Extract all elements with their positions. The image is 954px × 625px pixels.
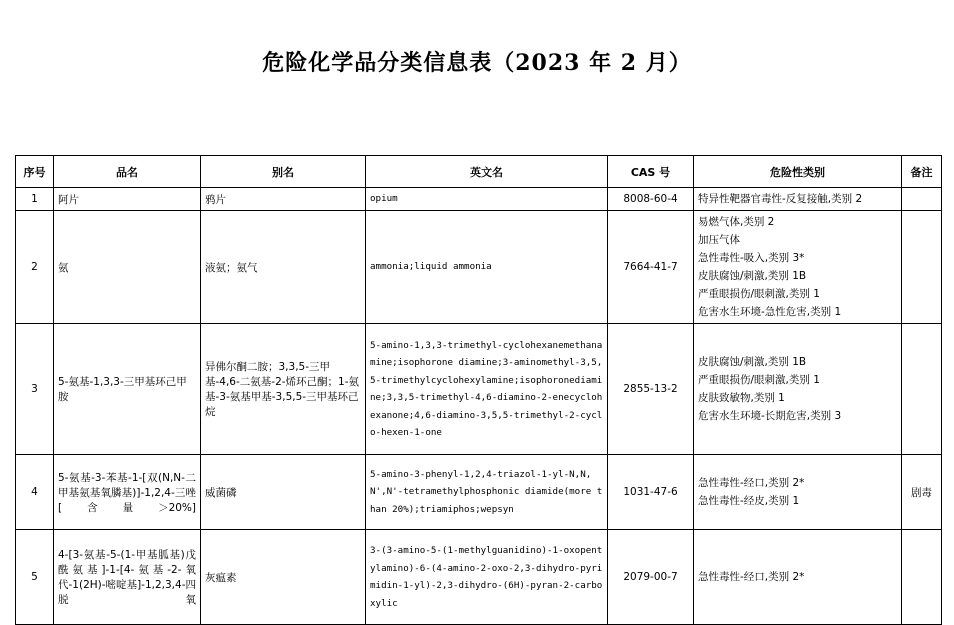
cell-cas: 2855-13-2	[608, 324, 694, 455]
table-row	[16, 530, 942, 625]
cell-note	[902, 324, 942, 455]
hazard-line: 急性毒性-吸入,类别 3*	[698, 252, 805, 264]
cell-name: 氨	[54, 211, 201, 324]
hazard-line: 特异性靶器官毒性-反复接触,类别 2	[698, 193, 863, 205]
cell-name: 阿片	[54, 188, 201, 211]
cell-alias: 灰瘟素	[201, 530, 366, 625]
header-hazards: 危险性类别	[694, 156, 902, 188]
cell-alias: 异佛尔酮二胺；3,3,5-三甲基-4,6-二氨基-2-烯环己酮；1-氨基-3-氨基甲基-3,5,5-三甲基环己烷	[201, 324, 366, 455]
cell-alias: 威菌磷	[201, 455, 366, 530]
hazard-line: 急性毒性-经口,类别 2*	[698, 477, 805, 489]
cell-english: 5-amino-3-phenyl-1,2,4-triazol-1-yl-N,N,N',N'-tetramethylphosphonic diamide(more than 20%);triamiphos;wepsyn	[366, 455, 608, 530]
cell-english: 3-(3-amino-5-(1-methylguanidino)-1-oxopentylamino)-6-(4-amino-2-oxo-2,3-dihydro-pyrimidin-1-yl)-2,3-dihydro-(6H)-pyran-2-carboxylic	[366, 530, 608, 625]
cell-cas: 2079-00-7	[608, 530, 694, 625]
cell-note	[902, 211, 942, 324]
cell-name: 5-氨基-1,3,3-三甲基环己甲胺	[54, 324, 201, 455]
cell-note	[902, 188, 942, 211]
cell-english: 5-amino-1,3,3-trimethyl-cyclohexanemethanamine;isophorone diamine;3-aminomethyl-3,5,5-trimethylcyclohexylamine;isophoronediamine;3,3,5-trimethyl-4,6-diamino-2-enecyclohexanone;4,6-diamino-3,5,5-trimethyl-2-cyclo-hexen-1-one	[366, 324, 608, 455]
header-name: 品名	[54, 156, 201, 188]
cell-no: 4	[16, 455, 54, 530]
cell-hazards	[694, 530, 902, 625]
table-row	[16, 324, 942, 455]
hazard-line: 危害水生环境-急性危害,类别 1	[698, 306, 842, 318]
cell-alias: 鸦片	[201, 188, 366, 211]
page-title: 危险化学品分类信息表（2023 年 2 月）	[262, 50, 692, 76]
cell-hazards	[694, 455, 902, 530]
cell-english: opium	[366, 188, 608, 211]
cell-no: 3	[16, 324, 54, 455]
cell-name: 5-氨基-3-苯基-1-[双(N,N-二甲基氨基氧膦基)]-1,2,4-三唑[含量＞20%]	[54, 455, 201, 530]
cell-hazards	[694, 188, 902, 211]
hazard-line: 易燃气体,类别 2	[698, 216, 775, 228]
cell-english: ammonia;liquid ammonia	[366, 211, 608, 324]
hazard-line: 危害水生环境-长期危害,类别 3	[698, 410, 842, 422]
cell-alias: 液氨；氨气	[201, 211, 366, 324]
cell-note	[902, 530, 942, 625]
hazard-line: 加压气体	[698, 234, 740, 246]
cell-no: 2	[16, 211, 54, 324]
cell-cas: 1031-47-6	[608, 455, 694, 530]
hazard-table	[15, 155, 942, 625]
header-no: 序号	[16, 156, 54, 188]
header-note: 备注	[902, 156, 942, 188]
cell-cas: 8008-60-4	[608, 188, 694, 211]
cell-hazards	[694, 324, 902, 455]
header-row	[16, 156, 942, 188]
header-cas: CAS 号	[608, 156, 694, 188]
hazard-line: 皮肤腐蚀/刺激,类别 1B	[698, 356, 807, 368]
hazard-line: 皮肤腐蚀/刺激,类别 1B	[698, 270, 807, 282]
cell-note: 剧毒	[902, 455, 942, 530]
header-alias: 别名	[201, 156, 366, 188]
table-row	[16, 455, 942, 530]
cell-no: 1	[16, 188, 54, 211]
cell-name: 4-[3-氨基-5-(1-甲基胍基)戊酰氨基]-1-[4-氨基-2-氧代-1(2H)-嘧啶基]-1,2,3,4-四脱氧	[54, 530, 201, 625]
hazard-line: 急性毒性-经皮,类别 1	[698, 495, 800, 507]
hazard-line: 严重眼损伤/眼刺激,类别 1	[698, 288, 820, 300]
table-row	[16, 188, 942, 211]
cell-hazards	[694, 211, 902, 324]
hazard-line: 急性毒性-经口,类别 2*	[698, 571, 805, 583]
cell-cas: 7664-41-7	[608, 211, 694, 324]
hazard-line: 严重眼损伤/眼刺激,类别 1	[698, 374, 820, 386]
header-english: 英文名	[366, 156, 608, 188]
hazard-line: 皮肤致敏物,类别 1	[698, 392, 785, 404]
table-row	[16, 211, 942, 324]
cell-no: 5	[16, 530, 54, 625]
